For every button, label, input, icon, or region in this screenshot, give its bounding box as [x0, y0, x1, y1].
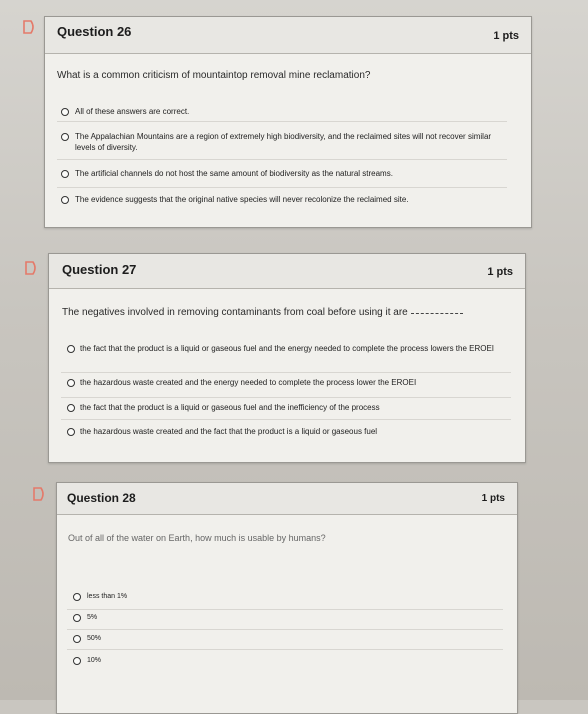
radio-button[interactable]	[73, 614, 81, 622]
radio-button[interactable]	[73, 635, 81, 643]
question-title: Question 28	[67, 491, 136, 505]
divider	[57, 121, 507, 122]
answer-option[interactable]: less than 1%	[87, 593, 128, 600]
answer-blank	[411, 313, 463, 314]
radio-button[interactable]	[67, 379, 75, 387]
divider	[67, 649, 503, 650]
flag-icon[interactable]	[24, 261, 38, 275]
question-prompt-row	[62, 307, 463, 318]
radio-button[interactable]	[61, 170, 69, 178]
divider	[61, 419, 511, 420]
answer-option[interactable]: The evidence suggests that the original native species will never recolonize the reclaimed site.	[75, 195, 409, 204]
divider	[67, 609, 503, 610]
radio-button[interactable]	[61, 196, 69, 204]
divider	[61, 372, 511, 373]
question-card-26	[44, 16, 532, 228]
divider	[57, 187, 507, 188]
answer-option[interactable]: the fact that the product is a liquid or gaseous fuel and the energy needed to complete the process lowers the EROEI	[80, 344, 495, 353]
radio-button[interactable]	[73, 657, 81, 665]
question-title: Question 26	[57, 24, 132, 39]
question-card-28	[56, 482, 518, 714]
question-prompt: The negatives involved in removing contaminants from coal before using it are	[62, 307, 408, 318]
answer-option[interactable]: The Appalachian Mountains are a region of extremely high biodiversity, and the reclaimed sites will not recover similar levels of diversity.	[75, 132, 492, 152]
answer-option[interactable]: All of these answers are correct.	[75, 107, 190, 116]
radio-button[interactable]	[73, 593, 81, 601]
answer-option[interactable]: 5%	[87, 614, 98, 621]
question-prompt: Out of all of the water on Earth, how much is usable by humans?	[68, 533, 326, 543]
radio-button[interactable]	[67, 428, 75, 436]
flag-icon[interactable]	[32, 487, 46, 501]
answer-option[interactable]: the hazardous waste created and the energy needed to complete the process lower the EROEI	[80, 378, 417, 387]
answer-option[interactable]: 10%	[87, 657, 102, 664]
answer-option[interactable]: the fact that the product is a liquid or gaseous fuel and the inefficiency of the process	[80, 403, 380, 412]
radio-button[interactable]	[61, 133, 69, 141]
radio-button[interactable]	[67, 404, 75, 412]
answer-option[interactable]: 50%	[87, 635, 102, 642]
divider	[57, 159, 507, 160]
question-title: Question 27	[62, 262, 137, 277]
divider	[61, 397, 511, 398]
question-points: 1 pts	[481, 493, 505, 504]
question-points: 1 pts	[487, 266, 513, 278]
radio-button[interactable]	[67, 345, 75, 353]
question-points: 1 pts	[493, 30, 519, 42]
divider	[67, 629, 503, 630]
answer-option[interactable]: the hazardous waste created and the fact that the product is a liquid or gaseous fuel	[80, 427, 378, 436]
question-prompt: What is a common criticism of mountaintop removal mine reclamation?	[57, 70, 371, 81]
flag-icon[interactable]	[22, 20, 36, 34]
answer-option[interactable]: The artificial channels do not host the same amount of biodiversity as the natural streams.	[75, 169, 393, 178]
question-card-27	[48, 253, 526, 463]
radio-button[interactable]	[61, 108, 69, 116]
